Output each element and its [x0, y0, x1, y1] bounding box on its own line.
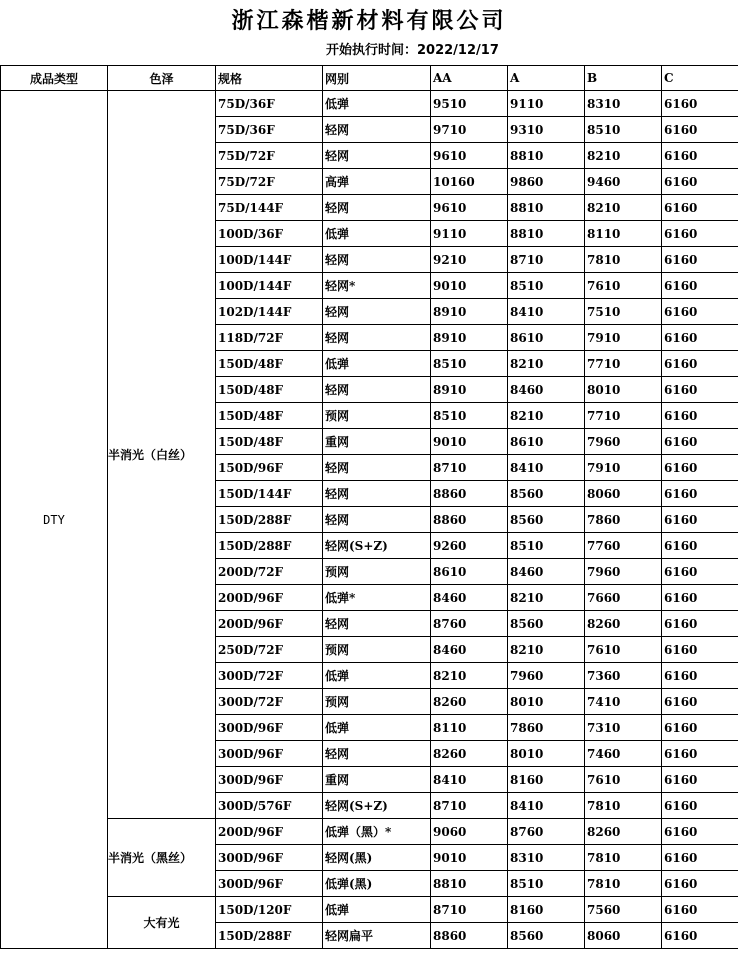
network-cell: 轻网	[323, 455, 431, 481]
price-b-cell: 7410	[585, 689, 662, 715]
spec-cell: 150D/48F	[216, 351, 323, 377]
price-aa-cell: 8710	[431, 455, 508, 481]
price-c-cell: 6160	[662, 299, 738, 325]
price-b-cell: 8060	[585, 481, 662, 507]
price-c-cell: 6160	[662, 117, 738, 143]
price-aa-cell: 8410	[431, 767, 508, 793]
price-c-cell: 6160	[662, 455, 738, 481]
price-c-cell: 6160	[662, 819, 738, 845]
price-a-cell: 8810	[508, 221, 585, 247]
table-row	[1, 819, 738, 845]
price-c-cell: 6160	[662, 143, 738, 169]
price-a-cell: 7960	[508, 663, 585, 689]
spec-cell: 300D/72F	[216, 663, 323, 689]
network-cell: 预网	[323, 689, 431, 715]
company-title: 浙江森楷新材料有限公司	[231, 8, 507, 34]
spec-cell: 250D/72F	[216, 637, 323, 663]
price-aa-cell: 8910	[431, 299, 508, 325]
network-cell: 轻网	[323, 741, 431, 767]
network-cell: 低弹	[323, 221, 431, 247]
price-b-cell: 7760	[585, 533, 662, 559]
header-spec: 规格	[216, 66, 323, 91]
price-a-cell: 8760	[508, 819, 585, 845]
price-b-cell: 7610	[585, 273, 662, 299]
price-aa-cell: 8510	[431, 351, 508, 377]
header-product-type: 成品类型	[1, 66, 108, 91]
price-aa-cell: 8910	[431, 325, 508, 351]
price-a-cell: 8310	[508, 845, 585, 871]
header-grade-a: A	[508, 66, 585, 91]
price-aa-cell: 8860	[431, 507, 508, 533]
network-cell: 低弹	[323, 351, 431, 377]
price-c-cell: 6160	[662, 325, 738, 351]
price-c-cell: 6160	[662, 507, 738, 533]
price-c-cell: 6160	[662, 793, 738, 819]
price-a-cell: 8410	[508, 299, 585, 325]
price-c-cell: 6160	[662, 481, 738, 507]
price-aa-cell: 8810	[431, 871, 508, 897]
price-a-cell: 8810	[508, 143, 585, 169]
network-cell: 低弹	[323, 91, 431, 117]
price-a-cell: 8210	[508, 351, 585, 377]
price-aa-cell: 8210	[431, 663, 508, 689]
price-b-cell: 8510	[585, 117, 662, 143]
price-c-cell: 6160	[662, 845, 738, 871]
spec-cell: 100D/36F	[216, 221, 323, 247]
price-aa-cell: 8860	[431, 481, 508, 507]
price-aa-cell: 9710	[431, 117, 508, 143]
price-b-cell: 7310	[585, 715, 662, 741]
price-a-cell: 8560	[508, 611, 585, 637]
price-a-cell: 7860	[508, 715, 585, 741]
network-cell: 轻网	[323, 481, 431, 507]
price-aa-cell: 9060	[431, 819, 508, 845]
price-aa-cell: 9110	[431, 221, 508, 247]
network-cell: 高弹	[323, 169, 431, 195]
network-cell: 重网	[323, 429, 431, 455]
price-b-cell: 8060	[585, 923, 662, 949]
effective-date: 开始执行时间：2022/12/17	[326, 43, 499, 58]
price-aa-cell: 8460	[431, 637, 508, 663]
network-cell: 轻网(S+Z)	[323, 793, 431, 819]
network-cell: 轻网	[323, 143, 431, 169]
table-row	[1, 91, 738, 117]
table-header-row	[1, 66, 738, 91]
price-a-cell: 8560	[508, 507, 585, 533]
price-aa-cell: 8710	[431, 793, 508, 819]
price-c-cell: 6160	[662, 221, 738, 247]
price-aa-cell: 9010	[431, 845, 508, 871]
network-cell: 轻网(S+Z)	[323, 533, 431, 559]
price-aa-cell: 9010	[431, 273, 508, 299]
network-cell: 轻网	[323, 195, 431, 221]
spec-cell: 150D/48F	[216, 403, 323, 429]
header-grade-c: C	[662, 66, 738, 91]
price-a-cell: 8610	[508, 325, 585, 351]
price-c-cell: 6160	[662, 533, 738, 559]
price-a-cell: 8560	[508, 481, 585, 507]
spec-cell: 150D/48F	[216, 429, 323, 455]
spec-cell: 300D/96F	[216, 845, 323, 871]
spec-cell: 150D/144F	[216, 481, 323, 507]
price-b-cell: 8010	[585, 377, 662, 403]
network-cell: 低弹（黑）*	[323, 819, 431, 845]
header-color: 色泽	[108, 66, 216, 91]
header-grade-aa: AA	[431, 66, 508, 91]
price-aa-cell: 8510	[431, 403, 508, 429]
price-c-cell: 6160	[662, 663, 738, 689]
network-cell: 轻网	[323, 377, 431, 403]
spec-cell: 300D/96F	[216, 741, 323, 767]
price-b-cell: 7810	[585, 247, 662, 273]
price-c-cell: 6160	[662, 403, 738, 429]
price-aa-cell: 9010	[431, 429, 508, 455]
price-b-cell: 7910	[585, 325, 662, 351]
price-b-cell: 8260	[585, 611, 662, 637]
price-aa-cell: 8260	[431, 689, 508, 715]
spec-cell: 300D/576F	[216, 793, 323, 819]
color-group-cell: 大有光	[108, 897, 216, 949]
spec-cell: 300D/72F	[216, 689, 323, 715]
price-a-cell: 8210	[508, 403, 585, 429]
price-aa-cell: 9260	[431, 533, 508, 559]
spec-cell: 118D/72F	[216, 325, 323, 351]
price-b-cell: 7610	[585, 637, 662, 663]
price-aa-cell: 8110	[431, 715, 508, 741]
price-a-cell: 8610	[508, 429, 585, 455]
price-b-cell: 7710	[585, 403, 662, 429]
price-aa-cell: 9610	[431, 195, 508, 221]
price-a-cell: 9110	[508, 91, 585, 117]
price-c-cell: 6160	[662, 195, 738, 221]
price-c-cell: 6160	[662, 91, 738, 117]
price-aa-cell: 9210	[431, 247, 508, 273]
price-a-cell: 9860	[508, 169, 585, 195]
network-cell: 预网	[323, 559, 431, 585]
price-a-cell: 9310	[508, 117, 585, 143]
spec-cell: 150D/96F	[216, 455, 323, 481]
spec-cell: 150D/48F	[216, 377, 323, 403]
price-c-cell: 6160	[662, 897, 738, 923]
spec-cell: 75D/144F	[216, 195, 323, 221]
price-b-cell: 7810	[585, 793, 662, 819]
price-c-cell: 6160	[662, 429, 738, 455]
price-a-cell: 8210	[508, 637, 585, 663]
spec-cell: 300D/96F	[216, 871, 323, 897]
price-c-cell: 6160	[662, 923, 738, 949]
price-b-cell: 7560	[585, 897, 662, 923]
spec-cell: 150D/288F	[216, 507, 323, 533]
price-c-cell: 6160	[662, 767, 738, 793]
price-b-cell: 9460	[585, 169, 662, 195]
network-cell: 轻网	[323, 117, 431, 143]
price-c-cell: 6160	[662, 273, 738, 299]
price-aa-cell: 8460	[431, 585, 508, 611]
price-b-cell: 7960	[585, 429, 662, 455]
price-a-cell: 8460	[508, 377, 585, 403]
spec-cell: 75D/36F	[216, 117, 323, 143]
spec-cell: 75D/72F	[216, 169, 323, 195]
price-c-cell: 6160	[662, 351, 738, 377]
price-c-cell: 6160	[662, 559, 738, 585]
network-cell: 低弹	[323, 715, 431, 741]
price-aa-cell: 8860	[431, 923, 508, 949]
price-aa-cell: 8910	[431, 377, 508, 403]
price-c-cell: 6160	[662, 169, 738, 195]
network-cell: 轻网(黑)	[323, 845, 431, 871]
price-a-cell: 8210	[508, 585, 585, 611]
network-cell: 轻网扁平	[323, 923, 431, 949]
price-aa-cell: 8760	[431, 611, 508, 637]
network-cell: 预网	[323, 403, 431, 429]
price-a-cell: 8560	[508, 923, 585, 949]
price-b-cell: 7460	[585, 741, 662, 767]
spec-cell: 102D/144F	[216, 299, 323, 325]
spec-cell: 300D/96F	[216, 767, 323, 793]
price-a-cell: 8010	[508, 741, 585, 767]
network-cell: 轻网*	[323, 273, 431, 299]
spec-cell: 200D/96F	[216, 585, 323, 611]
spec-cell: 200D/72F	[216, 559, 323, 585]
price-b-cell: 8210	[585, 195, 662, 221]
price-b-cell: 7810	[585, 871, 662, 897]
price-c-cell: 6160	[662, 585, 738, 611]
product-type-cell: DTY	[1, 91, 108, 949]
network-cell: 重网	[323, 767, 431, 793]
network-cell: 轻网	[323, 325, 431, 351]
price-c-cell: 6160	[662, 871, 738, 897]
price-aa-cell: 8610	[431, 559, 508, 585]
price-a-cell: 8810	[508, 195, 585, 221]
network-cell: 低弹	[323, 663, 431, 689]
spec-cell: 150D/288F	[216, 533, 323, 559]
price-a-cell: 8510	[508, 871, 585, 897]
price-c-cell: 6160	[662, 689, 738, 715]
header-grade-b: B	[585, 66, 662, 91]
header-network: 网别	[323, 66, 431, 91]
price-a-cell: 8510	[508, 533, 585, 559]
price-c-cell: 6160	[662, 637, 738, 663]
spec-cell: 300D/96F	[216, 715, 323, 741]
price-a-cell: 8510	[508, 273, 585, 299]
price-aa-cell: 8260	[431, 741, 508, 767]
price-b-cell: 7660	[585, 585, 662, 611]
price-aa-cell: 8710	[431, 897, 508, 923]
spec-cell: 200D/96F	[216, 819, 323, 845]
network-cell: 低弹*	[323, 585, 431, 611]
price-aa-cell: 9610	[431, 143, 508, 169]
price-c-cell: 6160	[662, 247, 738, 273]
table-row	[1, 897, 738, 923]
price-b-cell: 7360	[585, 663, 662, 689]
spec-cell: 100D/144F	[216, 247, 323, 273]
price-a-cell: 8010	[508, 689, 585, 715]
price-a-cell: 8410	[508, 455, 585, 481]
price-b-cell: 7610	[585, 767, 662, 793]
price-b-cell: 7860	[585, 507, 662, 533]
spec-cell: 200D/96F	[216, 611, 323, 637]
network-cell: 预网	[323, 637, 431, 663]
price-a-cell: 8410	[508, 793, 585, 819]
spec-cell: 150D/288F	[216, 923, 323, 949]
network-cell: 轻网	[323, 507, 431, 533]
price-a-cell: 8460	[508, 559, 585, 585]
price-c-cell: 6160	[662, 611, 738, 637]
price-b-cell: 8260	[585, 819, 662, 845]
color-group-cell: 半消光（白丝）	[108, 91, 216, 819]
price-a-cell: 8160	[508, 897, 585, 923]
network-cell: 低弹	[323, 897, 431, 923]
price-b-cell: 8110	[585, 221, 662, 247]
network-cell: 轻网	[323, 247, 431, 273]
spec-cell: 100D/144F	[216, 273, 323, 299]
price-aa-cell: 9510	[431, 91, 508, 117]
table-body	[1, 91, 738, 949]
color-group-cell: 半消光（黑丝）	[108, 819, 216, 897]
price-b-cell: 8310	[585, 91, 662, 117]
price-table	[0, 65, 738, 949]
spec-cell: 75D/72F	[216, 143, 323, 169]
price-aa-cell: 10160	[431, 169, 508, 195]
network-cell: 轻网	[323, 611, 431, 637]
price-b-cell: 8210	[585, 143, 662, 169]
price-a-cell: 8160	[508, 767, 585, 793]
spec-cell: 75D/36F	[216, 91, 323, 117]
price-c-cell: 6160	[662, 741, 738, 767]
price-b-cell: 7710	[585, 351, 662, 377]
price-b-cell: 7810	[585, 845, 662, 871]
price-b-cell: 7910	[585, 455, 662, 481]
network-cell: 轻网	[323, 299, 431, 325]
price-b-cell: 7960	[585, 559, 662, 585]
price-a-cell: 8710	[508, 247, 585, 273]
price-c-cell: 6160	[662, 715, 738, 741]
network-cell: 低弹(黑)	[323, 871, 431, 897]
price-c-cell: 6160	[662, 377, 738, 403]
spec-cell: 150D/120F	[216, 897, 323, 923]
price-b-cell: 7510	[585, 299, 662, 325]
